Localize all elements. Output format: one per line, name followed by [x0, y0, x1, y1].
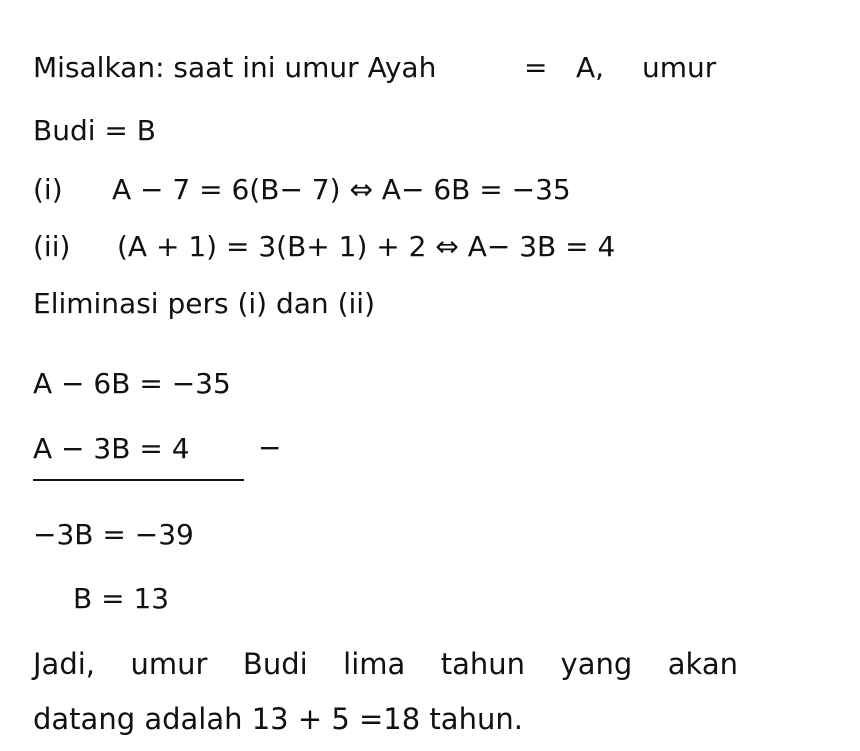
equation-label-i: (i) — [33, 173, 63, 206]
intro-text-line2: Budi = B — [33, 114, 156, 147]
conclusion-word: Jadi, — [33, 647, 96, 681]
elimination-result-1: −3B = −39 — [33, 518, 194, 551]
elimination-heading: Eliminasi pers (i) dan (ii) — [33, 287, 375, 320]
conclusion-word: tahun — [440, 647, 526, 681]
conclusion-word: umur — [130, 647, 208, 681]
intro-variable-a: A, — [576, 51, 605, 84]
intro-word-umur: umur — [642, 51, 717, 84]
conclusion-line-1 — [33, 646, 738, 682]
conclusion-word: Budi — [242, 647, 308, 681]
conclusion-word: yang — [560, 647, 633, 681]
equation-i: A − 7 = 6(B− 7) ⇔ A− 6B = −35 — [112, 173, 571, 206]
elimination-result-2: B = 13 — [73, 582, 170, 615]
elimination-row-2: A − 3B = 4 — [33, 432, 190, 465]
intro-text-part1: Misalkan: saat ini umur Ayah — [33, 51, 437, 84]
elimination-operator: − — [258, 431, 282, 464]
conclusion-word: lima — [343, 647, 406, 681]
conclusion-word: akan — [667, 647, 738, 681]
elimination-row-1: A − 6B = −35 — [33, 367, 231, 400]
elimination-rule — [33, 479, 244, 481]
equation-label-ii: (ii) — [33, 230, 71, 263]
equation-ii: (A + 1) = 3(B+ 1) + 2 ⇔ A− 3B = 4 — [117, 230, 616, 263]
intro-equals: = — [524, 51, 548, 84]
conclusion-line-2: datang adalah 13 + 5 =18 tahun. — [33, 702, 523, 736]
